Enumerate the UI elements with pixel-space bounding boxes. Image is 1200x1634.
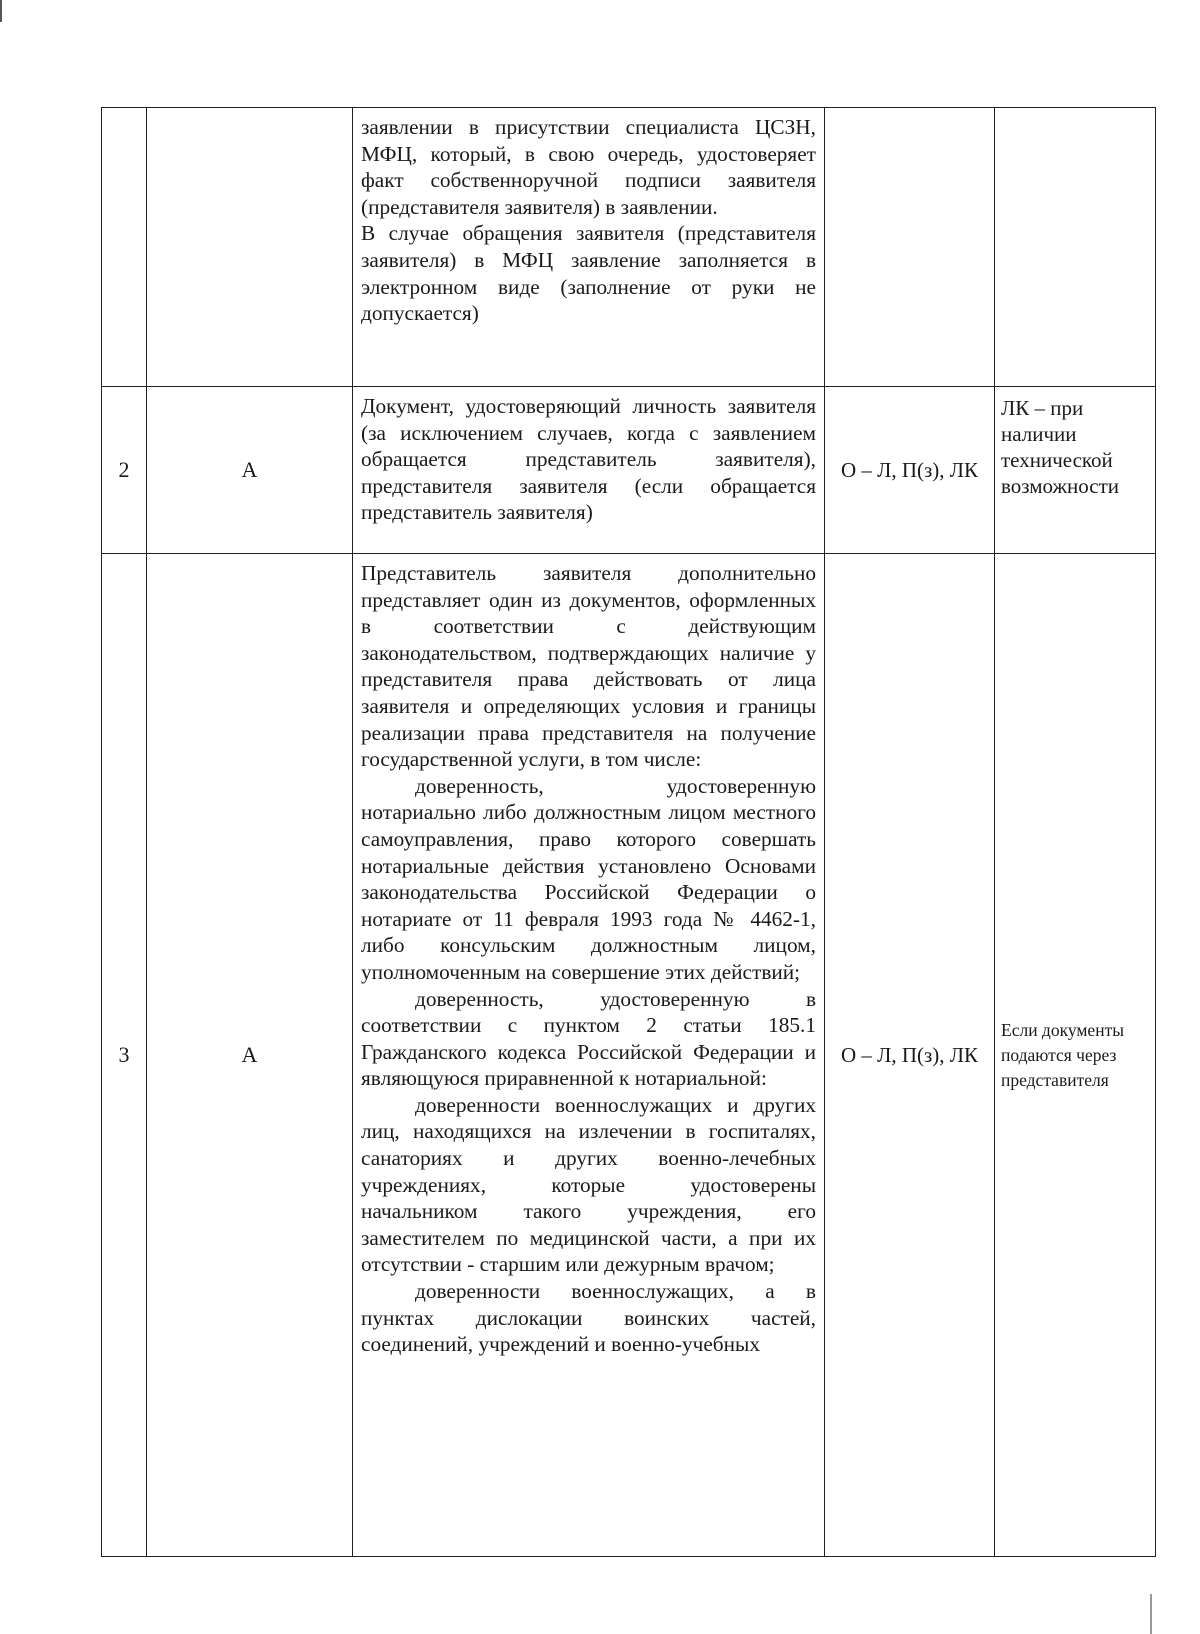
row-description-cell <box>353 387 825 554</box>
description-paragraph: Документ, удостоверяющий личность заявителя (за исключением случаев, когда с заявлением обращается представитель заявителя), представителя заявителя (если обращается представитель заявителя) <box>361 394 816 525</box>
description-paragraph: заявлении в присутствии специалиста ЦСЗН, МФЦ, который, в свою очередь, удостоверяет факт собственноручной подписи заявителя (представителя заявителя) в заявлении. <box>361 115 816 219</box>
description-paragraph: доверенность, удостоверенную в соответствии с пунктом 2 статьи 185.1 Гражданского кодекса Российской Федерации и являющуюся приравненной к нотариальной: <box>361 986 816 1091</box>
row-note-cell: Если документы подаются через представителя <box>995 554 1156 1557</box>
description-paragraph: доверенности военнослужащих и других лиц, находящихся на излечении в госпиталях, санаториях и других военно-лечебных учреждениях, которые удостоверены начальником такого учреждения, его заместителем по медицинской части, а при их отсутствии - старшим или дежурным врачом; <box>361 1092 816 1277</box>
documents-table <box>101 107 1156 1557</box>
table-row <box>102 387 1156 554</box>
row-category-cell: А <box>147 554 353 1557</box>
table-row <box>102 554 1156 1557</box>
row-category-cell <box>147 108 353 387</box>
scan-edge-mark <box>0 0 2 22</box>
row-note-cell <box>995 108 1156 387</box>
table-row <box>102 108 1156 387</box>
scan-edge-mark <box>1150 1594 1152 1634</box>
description-paragraph: Представитель заявителя дополнительно представляет один из документов, оформленных в соответствии с действующим законодательством, подтверждающих наличие у представителя права действовать от лица заявителя и определяющих условия и границы реализации права представителя на получение государственной услуги, в том числе: <box>361 561 816 772</box>
row-number-cell: 2 <box>102 387 147 554</box>
row-form-cell: О – Л, П(з), ЛК <box>825 387 995 554</box>
row-form-cell: О – Л, П(з), ЛК <box>825 554 995 1557</box>
row-description-cell <box>353 554 825 1557</box>
description-paragraph: доверенности военнослужащих, а в пунктах дислокации воинских частей, соединений, учреждений и военно-учебных <box>361 1279 816 1357</box>
row-number-cell: 3 <box>102 554 147 1557</box>
row-category-cell: А <box>147 387 353 554</box>
row-note-cell: ЛК – при наличии технической возможности <box>995 387 1156 554</box>
row-number-cell <box>102 108 147 387</box>
row-form-cell <box>825 108 995 387</box>
row-description-cell <box>353 108 825 387</box>
description-paragraph: В случае обращения заявителя (представителя заявителя) в МФЦ заявление заполняется в электронном виде (заполнение от руки не допускается) <box>361 221 816 326</box>
description-paragraph: доверенность, удостоверенную нотариально либо должностным лицом местного самоуправления, право которого совершать нотариальные действия установлено Основами законодательства Российской Федерации о нотариате от 11 февраля 1993 года № 4462-1, либо консульским должностным лицом, уполномоченным на совершение этих действий; <box>361 773 816 984</box>
